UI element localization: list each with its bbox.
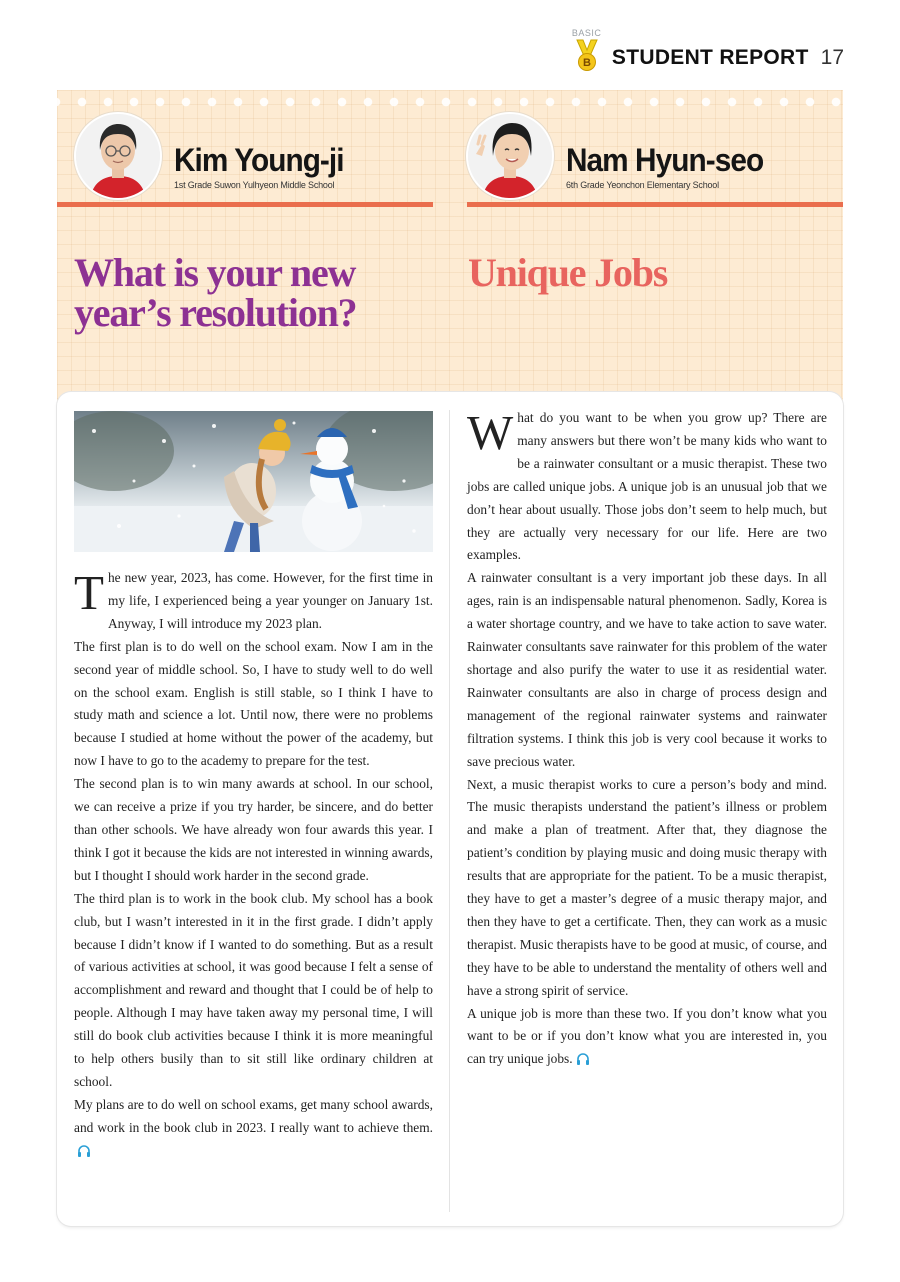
student-portrait-icon <box>76 114 160 198</box>
banner-dots <box>57 96 843 108</box>
article-paragraph: Next, a music therapist works to cure a person’s body and mind. The music therapists understand the patient’s illness or problem and make a plan of treatment. After that, they diagnose the patient’s condition by playing music and doing music therapy with results that are appropriate for the patient. To be a music therapist, they have to get a master’s degree of a music therapy major, and then they have to get a certificate. Then, they can work as a music therapist. Music therapists have to be good at music, of course, and they have to be able to understand the mentality of others well and have a strong spirit of service. <box>467 776 827 998</box>
author-name: Kim Young-ji <box>174 142 344 178</box>
article-headline: Unique Jobs <box>468 249 668 295</box>
article-paragraph: A rainwater consultant is a very important job these days. In all ages, rain is an indispensable natural phenomenon. Sadly, Korea is a water shortage country, and we have to take action to save water. Rainwater consultants save rainwater for this problem of the water shortage and also purify the water to use it as residential water. Rainwater consultants are also in charge of process design and management of the regional rainwater systems and rainwater filtration systems. I think this job is very cool because it works to save precious water. <box>467 570 827 769</box>
article-paragraph: The first plan is to do well on the school exam. Now I am in the second year of middle school. So, I have to study well to do well on the school exam. English is still stable, so I think I have to study math and science a lot. Until now, there were no problems because I studied at home without the power of the academy, but now I have to go to the academy to prepare for the test. <box>74 638 433 769</box>
report-title: STUDENT REPORT <box>611 46 809 69</box>
logo-word: BASIC <box>571 28 602 38</box>
avatar <box>466 112 554 200</box>
article-paragraph: A unique job is more than these two. If you don’t know what you want to be or if you don’t know what you are interested in, you can try unique jobs. <box>467 1003 827 1074</box>
article-paragraph: What do you want to be when you grow up? There are many answers but there won’t be many kids who want to be a rainwater consultant or a music therapist. These two jobs are called unique jobs. A unique job is an unusual job that we don’t hear about usually. Those jobs don’t seem to help much, but they are actually very necessary for our life. Here are two examples. <box>467 405 827 563</box>
winter-snowman-photo <box>74 411 433 552</box>
column-divider <box>449 410 450 1212</box>
report-header <box>572 28 844 74</box>
article-paragraph: The second plan is to win many awards at school. In our school, we can receive a prize if you try harder, be sincere, and do better than other schools. We have already won four awards this year. I think I got it because the kids are not interested in winning awards, but I thought I should work harder in the second grade. <box>74 776 433 883</box>
drop-cap: T <box>74 565 104 620</box>
basic-logo <box>572 28 602 74</box>
article-body-left <box>74 567 433 1165</box>
logo-letter: B <box>582 57 591 69</box>
divider-rule <box>467 202 843 207</box>
page-number: 17 <box>820 46 844 69</box>
author-name: Nam Hyun-seo <box>566 142 764 178</box>
student-portrait-icon <box>468 114 552 198</box>
avatar <box>74 112 162 200</box>
headphones-icon <box>77 1142 91 1165</box>
drop-cap: W <box>467 405 514 460</box>
article-paragraph: The third plan is to work in the book club. My school has a book club, but I wasn’t interested in it in the first grade. I didn’t apply because I didn’t know if I wanted to do something. But as a result of various activities at school, it was good because I felt a sense of accomplishment and reward and thought that I could be of help to people. Although I may have taken away my personal time, I will still do book club activities because I think it is more meaningful to help others busily than to sit still like ordinary children at school. <box>74 890 433 1089</box>
divider-rule <box>57 202 433 207</box>
author-school: 6th Grade Yeonchon Elementary School <box>566 180 719 190</box>
author-right <box>466 112 778 200</box>
article-body-right <box>467 407 827 1073</box>
logo-emblem-icon <box>574 38 600 72</box>
snowman-image <box>74 411 433 552</box>
author-school: 1st Grade Suwon Yulhyeon Middle School <box>174 180 335 190</box>
article-headline: What is your new year’s resolution? <box>74 249 357 335</box>
article-paragraph: My plans are to do well on school exams, get many school awards, and work in the book club in 2023. I really want to achieve them. <box>74 1094 433 1165</box>
author-left <box>74 112 356 200</box>
headphones-icon <box>576 1050 590 1073</box>
article-paragraph: The new year, 2023, has come. However, for the first time in my life, I experienced being a year younger on January 1st. Anyway, I will introduce my 2023 plan. <box>74 565 433 631</box>
